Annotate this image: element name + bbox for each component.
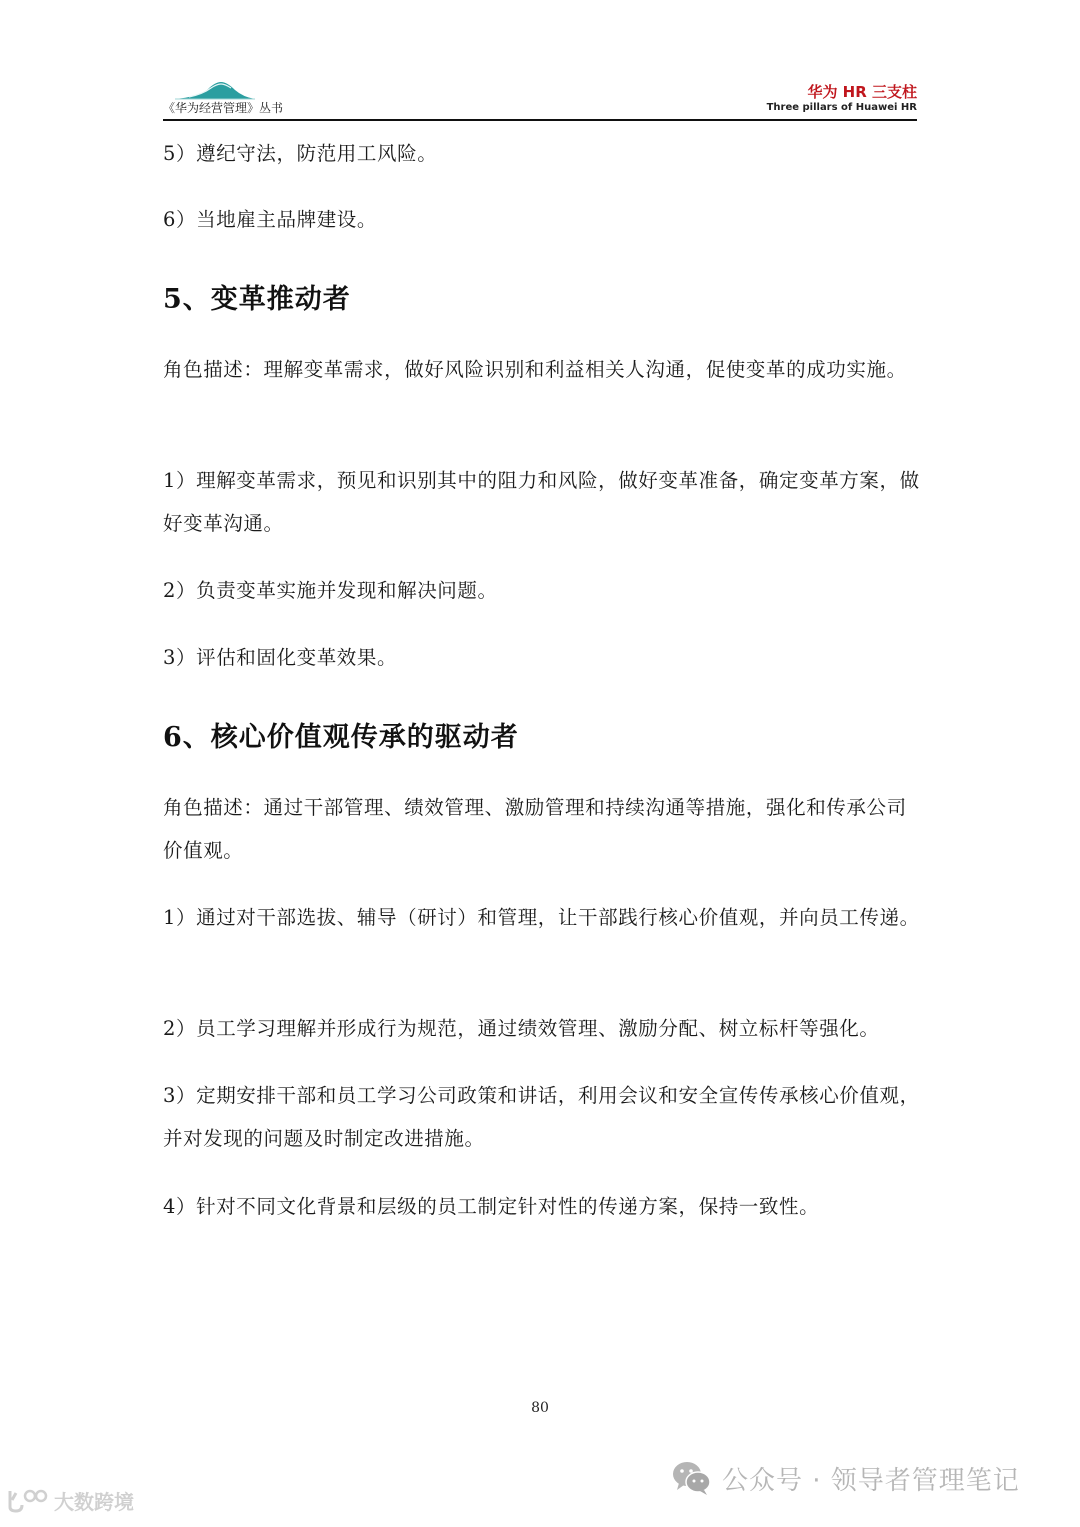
book-subtitle: Three pillars of Huawei HR [766, 102, 917, 113]
list-item: 1）通过对干部选拔、辅导（研讨）和管理，让干部践行核心价值观，并向员工传递。 [163, 906, 920, 929]
list-item: 2）员工学习理解并形成行为规范，通过绩效管理、激励分配、树立标杆等强化。 [163, 1017, 880, 1040]
book-title-block [767, 83, 917, 115]
page-header [163, 70, 917, 120]
list-item: 2）负责变革实施并发现和解决问题。 [163, 579, 498, 602]
section-heading-6: 6、核心价值观传承的驱动者 [163, 722, 519, 753]
role-description: 角色描述：通过干部管理、绩效管理、激励管理和持续沟通等措施，强化和传承公司价值观。 [163, 796, 907, 862]
header-divider [163, 119, 917, 121]
wechat-watermark [672, 1458, 1020, 1498]
book-title: 华为 HR 三支柱 [807, 83, 917, 101]
section-heading-5: 5、变革推动者 [163, 284, 351, 315]
list-item: 4）针对不同文化背景和层级的员工制定针对性的传递方案，保持一致性。 [163, 1195, 820, 1218]
list-item: 3）定期安排干部和员工学习公司政策和讲话，利用会议和安全宣传传承核心价值观，并对发现的问题及时制定改进措施。 [163, 1084, 920, 1150]
role-description: 角色描述：理解变革需求，做好风险识别和利益相关人沟通，促使变革的成功实施。 [163, 358, 907, 381]
wechat-icon [672, 1460, 712, 1496]
list-item: 1）理解变革需求，预见和识别其中的阻力和风险，做好变革准备，确定变革方案，做好变革沟通。 [163, 469, 920, 535]
list-item: 3）评估和固化变革效果。 [163, 646, 398, 669]
mountain-logo-icon [175, 78, 255, 100]
series-title: 《华为经营管理》丛书 [163, 101, 284, 115]
list-item: 5）遵纪守法，防范用工风险。 [163, 142, 438, 165]
brand-watermark [6, 1485, 134, 1515]
list-item: 6）当地雇主品牌建设。 [163, 208, 378, 231]
brand-logo-icon [6, 1487, 50, 1513]
brand-watermark-label: 大数跨境 [54, 1489, 134, 1514]
wechat-account-label: 公众号 · 领导者管理笔记 [722, 1465, 1020, 1496]
page-number: 80 [531, 1400, 549, 1416]
